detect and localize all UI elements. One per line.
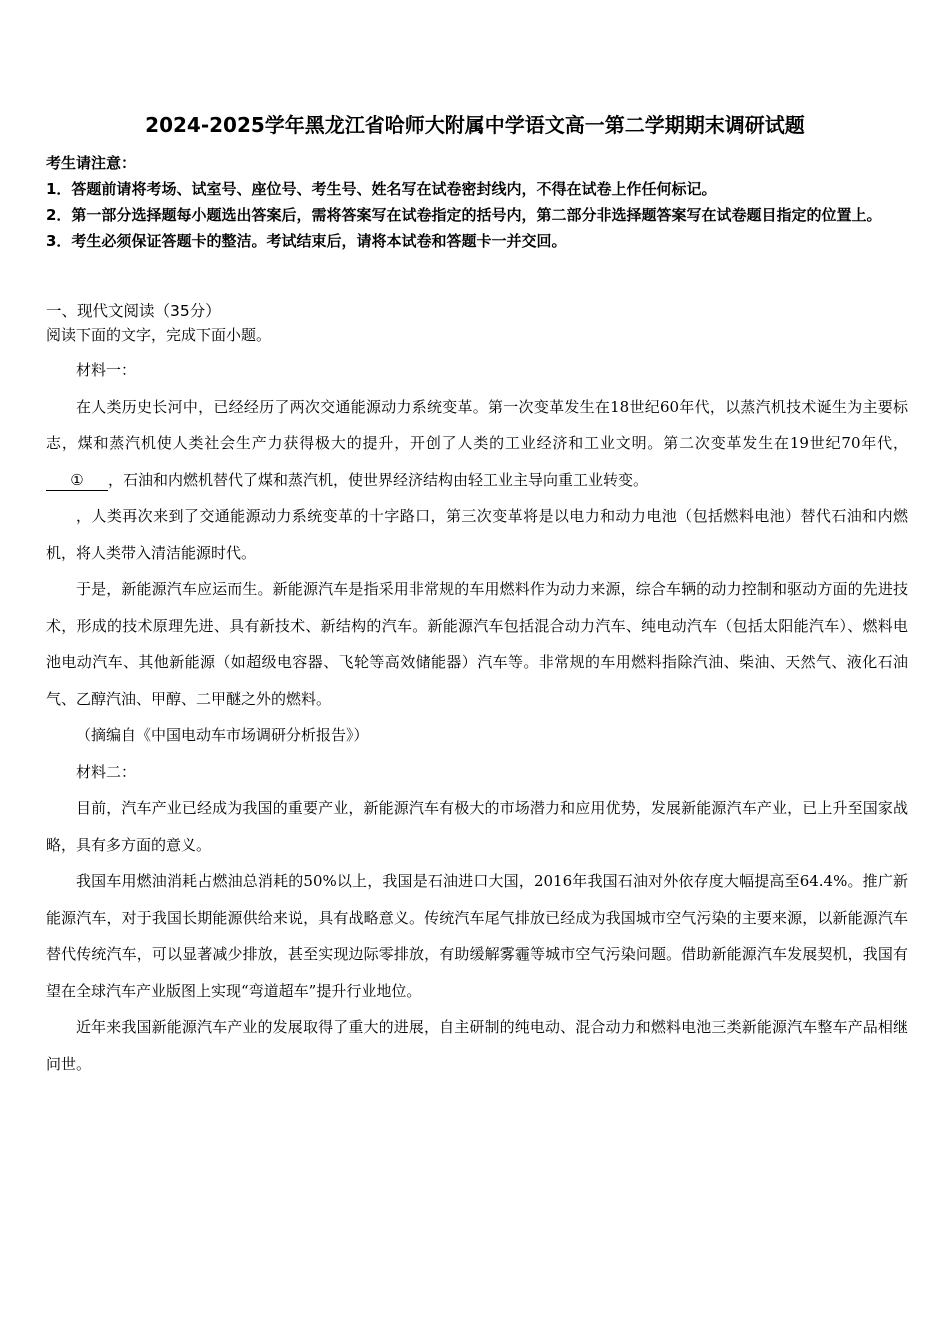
section-instruction: 阅读下面的文字，完成下面小题。 [46, 326, 272, 344]
notice-item: 1．答题前请将考场、试室号、座位号、考生号、姓名写在试卷密封线内，不得在试卷上作任何标记。 [46, 180, 717, 198]
notice-item: 2．第一部分选择题每小题选出答案后，需将答案写在试卷指定的括号内，第二部分非选择题答案写在试卷题目指定的位置上。 [46, 206, 882, 224]
candidate-notice [46, 150, 908, 254]
paragraph-text: 在人类历史长河中，已经经历了两次交通能源动力系统变革。第一次变革发生在18世纪60年代，以蒸汽机技术诞生为主要标志，煤和蒸汽机使人类社会生产力获得极大的提升，开创了人类的工业经济和工业文明。第二次变革发生在19世纪70年代， [46, 397, 908, 452]
paragraph-text: ，石油和内燃机替代了煤和蒸汽机，使世界经济结构由轻工业主导向重工业转变。 [108, 470, 649, 489]
exam-title: 2024-2025学年黑龙江省哈师大附属中学语文高一第二学期期末调研试题 [145, 113, 805, 137]
material2-label: 材料二： [76, 762, 137, 781]
material2-paragraph: 我国车用燃油消耗占燃油总消耗的50%以上，我国是石油进口大国，2016年我国石油对外依存度大幅提高至64.4%。推广新能源汽车，对于我国长期能源供给来说，具有战略意义。传统汽车尾气排放已经成为我国城市空气污染的主要来源，以新能源汽车替代传统汽车，可以显著减少排放，甚至实现边际零排放，有助缓解雾霾等城市空气污染问题。借助新能源汽车发展契机，我国有望在全球汽车产业版图上实现“弯道超车”提升行业地位。 [46, 872, 908, 1000]
material1-label: 材料一： [76, 361, 137, 379]
material1-paragraph [46, 389, 908, 499]
reading-passage [46, 352, 908, 1082]
material1-source: （摘编自《中国电动车市场调研分析报告》） [76, 726, 369, 744]
material2-paragraph: 近年来我国新能源汽车产业的发展取得了重大的进展，自主研制的纯电动、混合动力和燃料电池三类新能源汽车整车产品相继问世。 [46, 1018, 908, 1073]
material2-paragraph: 目前，汽车产业已经成为我国的重要产业，新能源汽车有极大的市场潜力和应用优势，发展新能源汽车产业，已上升至国家战略，具有多方面的意义。 [46, 799, 908, 854]
material1-paragraph: ，人类再次来到了交通能源动力系统变革的十字路口，第三次变革将是以电力和动力电池（包括燃料电池）替代石油和内燃机，将人类带入清洁能源时代。 [46, 507, 908, 562]
section-heading: 一、现代文阅读（35分） [46, 302, 221, 320]
notice-heading: 考生请注意： [46, 154, 137, 172]
fill-blank-1: ① [46, 470, 108, 491]
notice-item: 3．考生必须保证答题卡的整洁。考试结束后，请将本试卷和答题卡一并交回。 [46, 232, 567, 250]
material1-paragraph: 于是，新能源汽车应运而生。新能源汽车是指采用非常规的车用燃料作为动力来源，综合车辆的动力控制和驱动方面的先进技术，形成的技术原理先进、具有新技术、新结构的汽车。新能源汽车包括混合动力汽车、纯电动汽车（包括太阳能汽车）、燃料电池电动汽车、其他新能源（如超级电容器、飞轮等高效储能器）汽车等。非常规的车用燃料指除汽油、柴油、天然气、液化石油气、乙醇汽油、甲醇、二甲醚之外的燃料。 [46, 580, 908, 708]
